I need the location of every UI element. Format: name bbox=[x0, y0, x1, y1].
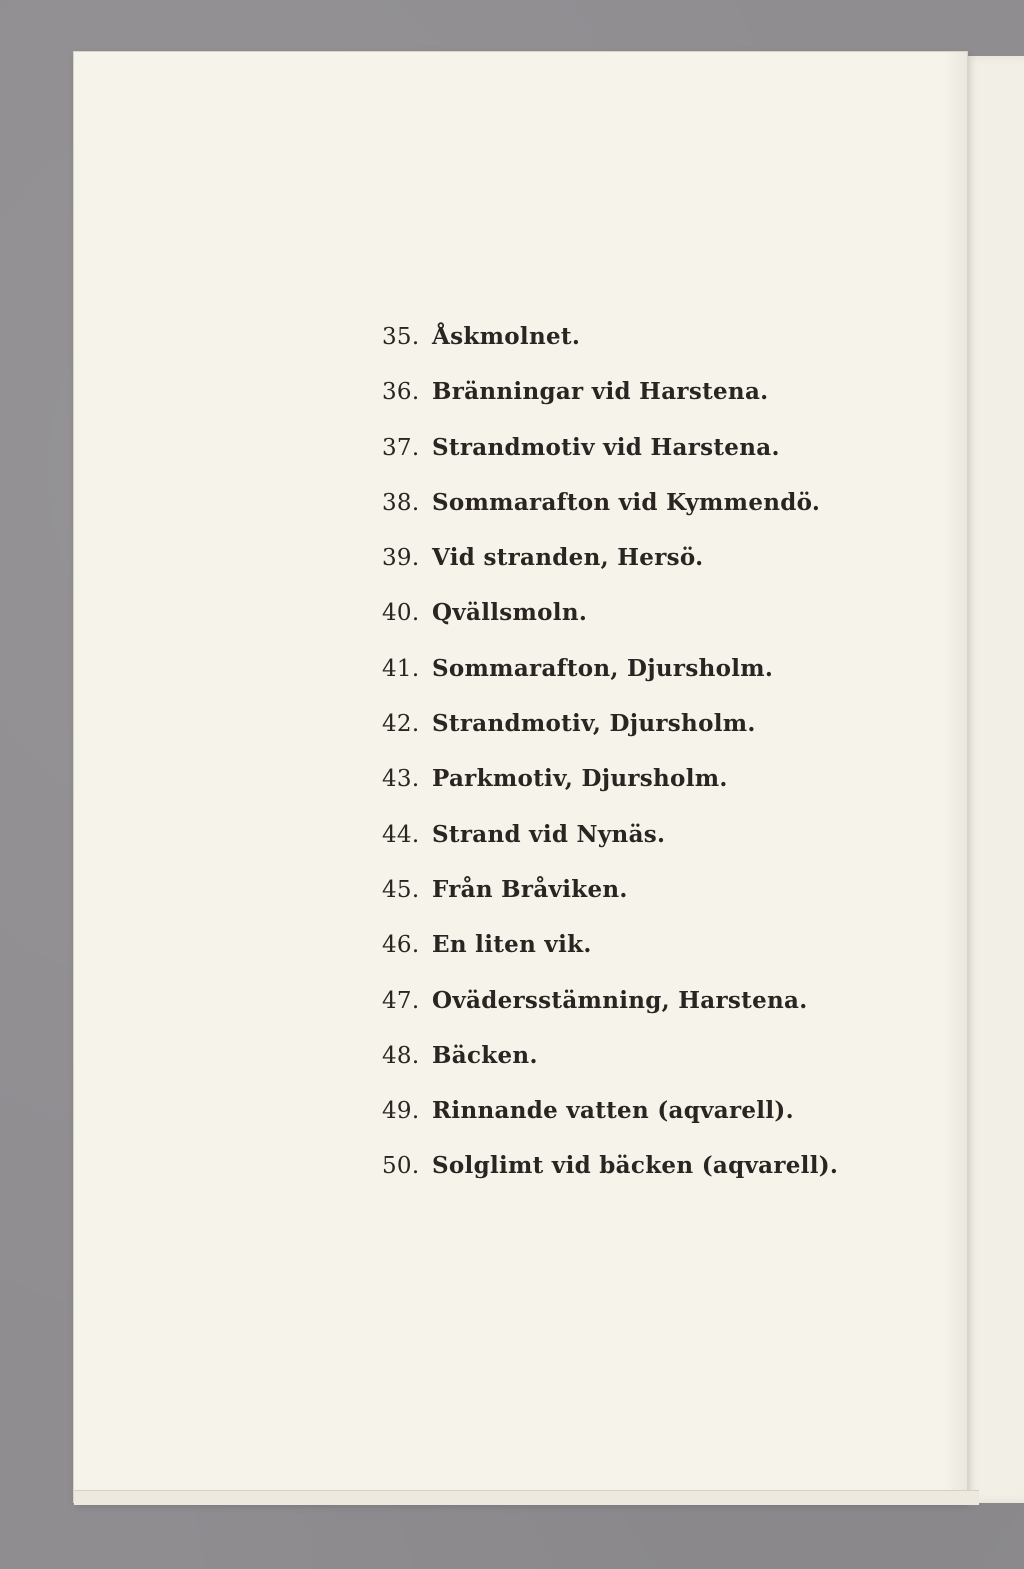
document-page bbox=[74, 52, 967, 1502]
item-number: 41. bbox=[382, 655, 420, 682]
list-item bbox=[382, 320, 838, 375]
list-item bbox=[382, 596, 838, 651]
item-number: 49. bbox=[382, 1098, 420, 1125]
item-title: Parkmotiv, Djursholm. bbox=[432, 765, 728, 793]
page-bottom-fold bbox=[74, 1490, 979, 1505]
item-number: 38. bbox=[382, 489, 420, 516]
list-item bbox=[382, 873, 838, 928]
item-number: 40. bbox=[382, 600, 420, 627]
item-title: Qvällsmoln. bbox=[432, 599, 588, 627]
item-title: Strand vid Nynäs. bbox=[432, 820, 666, 848]
item-number: 35. bbox=[382, 324, 420, 350]
list-item bbox=[382, 1149, 838, 1204]
item-number: 36. bbox=[382, 379, 420, 406]
list-item bbox=[382, 486, 838, 541]
list-item bbox=[382, 1094, 838, 1149]
item-title: Rinnande vatten (aqvarell). bbox=[432, 1097, 794, 1125]
item-title: Bäcken. bbox=[432, 1041, 538, 1069]
item-number: 47. bbox=[382, 987, 420, 1014]
artwork-list bbox=[382, 320, 838, 1205]
item-number: 39. bbox=[382, 545, 420, 572]
item-title: Sommarafton, Djursholm. bbox=[432, 654, 774, 682]
item-number: 43. bbox=[382, 766, 420, 793]
item-title: En liten vik. bbox=[432, 931, 592, 959]
item-title: Från Bråviken. bbox=[432, 875, 628, 903]
list-item bbox=[382, 541, 838, 596]
item-title: Bränningar vid Harstena. bbox=[432, 378, 769, 406]
item-number: 44. bbox=[382, 821, 420, 848]
item-number: 50. bbox=[382, 1153, 420, 1180]
list-item bbox=[382, 431, 838, 486]
item-title: Vid stranden, Hersö. bbox=[432, 544, 704, 572]
list-item bbox=[382, 928, 838, 983]
item-title: Strandmotiv vid Harstena. bbox=[432, 433, 780, 461]
item-number: 48. bbox=[382, 1042, 420, 1069]
item-number: 42. bbox=[382, 711, 420, 738]
item-title: Sommarafton vid Kymmendö. bbox=[432, 488, 821, 516]
item-title: Ovädersstämning, Harstena. bbox=[432, 986, 808, 1014]
list-item bbox=[382, 984, 838, 1039]
item-number: 45. bbox=[382, 876, 420, 903]
item-title: Strandmotiv, Djursholm. bbox=[432, 710, 756, 738]
list-item bbox=[382, 707, 838, 762]
item-title: Solglimt vid bäcken (aqvarell). bbox=[432, 1152, 839, 1180]
list-item bbox=[382, 375, 838, 430]
list-item bbox=[382, 1039, 838, 1094]
list-item bbox=[382, 652, 838, 707]
list-item bbox=[382, 762, 838, 817]
item-number: 46. bbox=[382, 932, 420, 959]
item-number: 37. bbox=[382, 434, 420, 461]
list-item bbox=[382, 818, 838, 873]
item-title: Åskmolnet. bbox=[432, 323, 581, 350]
